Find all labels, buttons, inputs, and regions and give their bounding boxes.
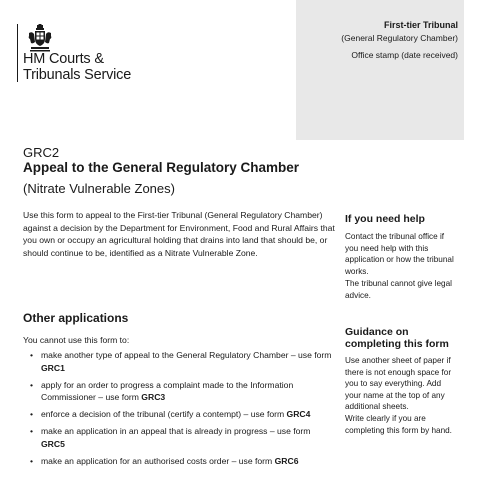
other-applications-heading: Other applications: [23, 311, 129, 325]
guidance-heading: Guidance on completing this form: [345, 326, 449, 350]
hmcts-logo-text: [23, 51, 131, 83]
list-item: [23, 349, 335, 374]
form-code-ref: GRC1: [41, 362, 65, 373]
help-heading: If you need help: [345, 213, 425, 225]
other-applications-list: [23, 349, 335, 472]
help-paragraph: Contact the tribunal office if you need help with this application or how the tribunal works.: [345, 232, 454, 276]
bullet-dot: •: [30, 455, 34, 466]
list-item-text: make an application for an authorised costs order – use form: [41, 455, 275, 466]
intro-paragraph: Use this form to appeal to the First-tier Tribunal (General Regulatory Chamber) against a decision by the Department for Environment, Food and Rural Affairs that you own or occupy an agricultural holding that drains into land that should be, or should continue to be, identified as a Nitrate Vulnerable Zone.: [23, 210, 335, 258]
cannot-use-text: You cannot use this form to:: [23, 335, 130, 345]
form-code-ref: GRC5: [41, 438, 65, 449]
bullet-dot: •: [30, 426, 34, 436]
bullet-dot: •: [30, 350, 34, 360]
form-title: Appeal to the General Regulatory Chamber: [23, 160, 300, 175]
list-item-text: make an application in an appeal that is already in progress – use form: [41, 426, 311, 436]
form-subtitle: (Nitrate Vulnerable Zones): [23, 181, 175, 196]
logo-line-1: HM Courts &: [23, 51, 104, 67]
stamp-tribunal-title: First-tier Tribunal: [383, 20, 458, 30]
form-code-ref: GRC4: [286, 409, 311, 419]
form-code-ref: GRC6: [274, 455, 299, 466]
office-stamp-box: [296, 0, 464, 140]
stamp-note: Office stamp (date received): [351, 50, 458, 60]
list-item: [23, 408, 335, 421]
list-item-text: enforce a decision of the tribunal (certify a contempt) – use form: [41, 409, 287, 419]
legal-advice-note: The tribunal cannot give legal advice.: [345, 279, 452, 300]
logo-rule: [17, 24, 18, 82]
list-item-text: apply for an order to progress a complaint made to the Information Commissioner – use form: [41, 379, 294, 402]
list-item: [23, 379, 335, 404]
guidance-paragraph: Use another sheet of paper if there is not enough space for you to say everything. Add your name at the top of any additional sheets.: [345, 356, 452, 411]
form-code-ref: GRC3: [141, 392, 166, 402]
list-item: [23, 425, 335, 450]
list-item-text: make another type of appeal to the General Regulatory Chamber – use form: [41, 350, 332, 360]
logo-line-2: Tribunals Service: [23, 67, 132, 83]
bullet-dot: •: [30, 409, 34, 419]
form-code: GRC2: [23, 145, 60, 160]
stamp-chamber: (General Regulatory Chamber): [341, 33, 458, 43]
royal-coat-of-arms-icon: [26, 24, 54, 52]
write-clearly-note: Write clearly if you are completing this form by hand.: [345, 414, 452, 435]
bullet-dot: •: [30, 379, 34, 390]
list-item: [23, 455, 335, 468]
